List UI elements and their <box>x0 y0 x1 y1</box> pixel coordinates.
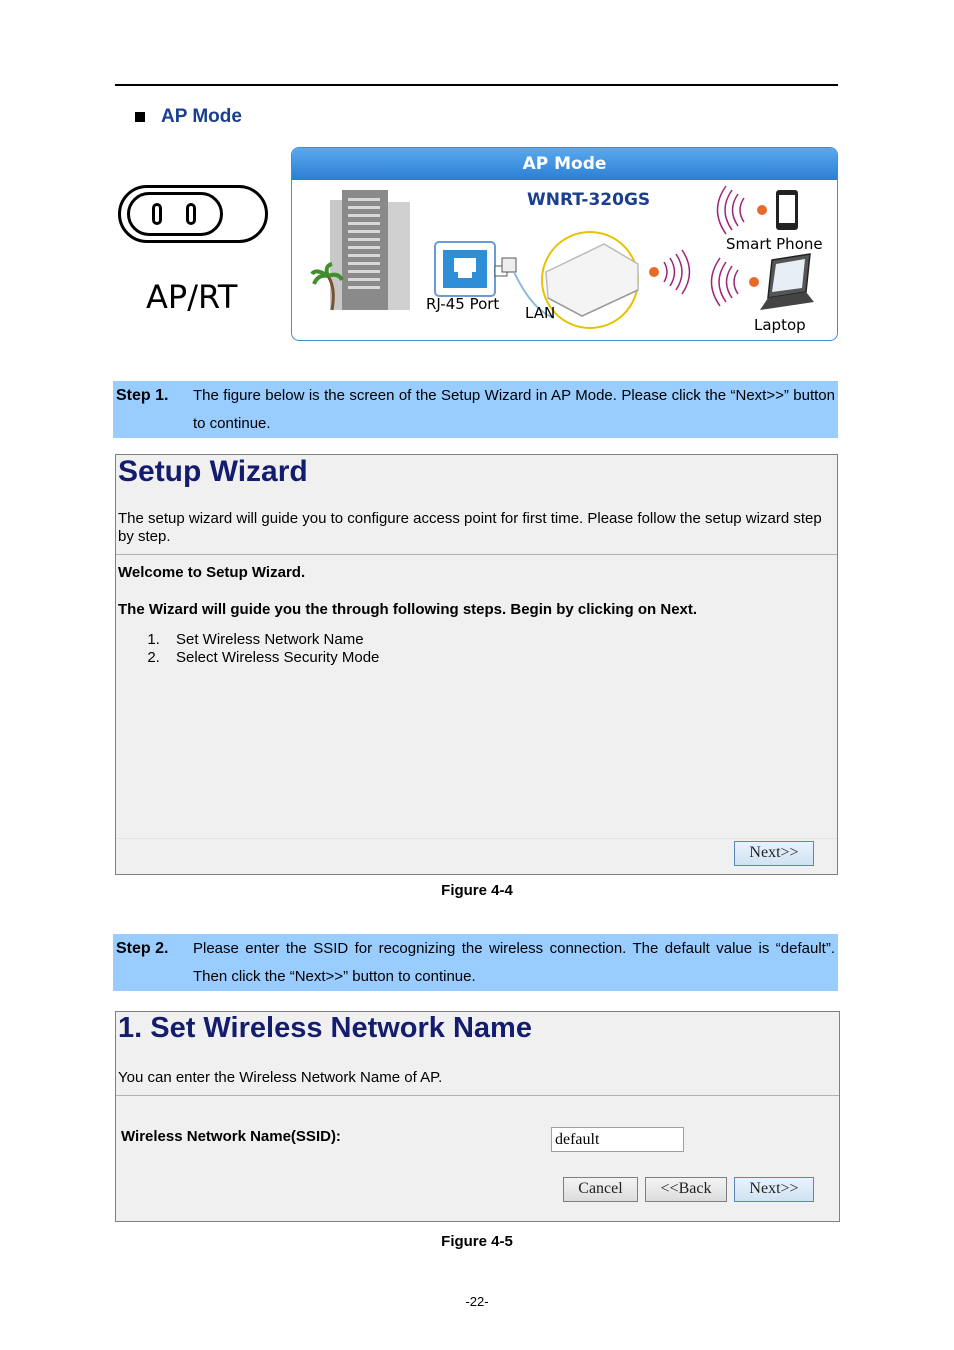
setup-wizard-panel <box>115 454 838 875</box>
step-2-bar <box>113 934 838 991</box>
divider <box>116 838 837 839</box>
switch-knob <box>127 192 223 236</box>
rj45-port-label: RJ-45 Port <box>426 295 500 313</box>
page-number: -22- <box>465 1294 489 1309</box>
header-rule <box>115 84 838 86</box>
lan-label: LAN <box>525 304 556 322</box>
welcome-text: Welcome to Setup Wizard. <box>118 564 306 581</box>
back-button[interactable]: <<Back <box>645 1177 727 1202</box>
ssid-input[interactable] <box>551 1127 684 1152</box>
divider <box>116 1095 839 1096</box>
next-button[interactable]: Next>> <box>734 841 814 866</box>
next-button[interactable]: Next>> <box>734 1177 814 1202</box>
router-icon <box>542 232 638 328</box>
smart-phone-label: Smart Phone <box>726 235 823 253</box>
laptop-label: Laptop <box>754 316 806 334</box>
step-2-label: Step 2. <box>116 940 169 957</box>
mode-switch-graphic <box>118 185 268 243</box>
switch-slot-icon <box>152 203 162 225</box>
model-name: WNRT-320GS <box>527 190 651 210</box>
step-1-text: The figure below is the screen of the Setup Wizard in AP Mode. Please click the “Next>>” button to continue. <box>193 387 835 432</box>
wizard-title: Setup Wizard <box>118 455 308 488</box>
guide-text: The Wizard will guide you the through following steps. Begin by clicking on Next. <box>118 601 698 618</box>
laptop-icon <box>712 254 815 310</box>
list-item: 2. Select Wireless Security Mode <box>164 649 379 667</box>
wizard-description: The setup wizard will guide you to configure access point for first time. Please follow the setup wizard step by step. <box>118 510 822 545</box>
smartphone-icon <box>718 186 799 234</box>
diagram-banner: AP Mode <box>292 148 837 180</box>
section-title: AP Mode <box>161 106 242 127</box>
cancel-button[interactable]: Cancel <box>563 1177 638 1202</box>
step-2-text: Please enter the SSID for recognizing the wireless connection. The default value is “default”. Then click the “Next>>” button to continue. <box>193 940 835 985</box>
section-heading <box>135 106 242 128</box>
ssid-panel <box>115 1011 840 1222</box>
switch-label: AP/RT <box>146 278 238 316</box>
ssid-panel-title: 1. Set Wireless Network Name <box>118 1012 532 1044</box>
switch-slot-icon <box>186 203 196 225</box>
ap-mode-diagram <box>291 147 838 341</box>
figure-caption: Figure 4-4 <box>441 882 513 899</box>
ssid-field-label: Wireless Network Name(SSID): <box>121 1128 341 1145</box>
list-item: 1. Set Wireless Network Name <box>164 631 379 649</box>
wifi-waves-icon <box>649 250 690 294</box>
ssid-panel-description: You can enter the Wireless Network Name of AP. <box>118 1069 443 1086</box>
figure-caption: Figure 4-5 <box>441 1233 513 1250</box>
step-1-label: Step 1. <box>116 387 169 404</box>
wizard-step-list <box>118 631 379 667</box>
divider <box>116 554 837 555</box>
square-bullet-icon <box>135 112 145 122</box>
hotel-building-icon <box>312 190 410 310</box>
step-1-bar <box>113 381 838 438</box>
